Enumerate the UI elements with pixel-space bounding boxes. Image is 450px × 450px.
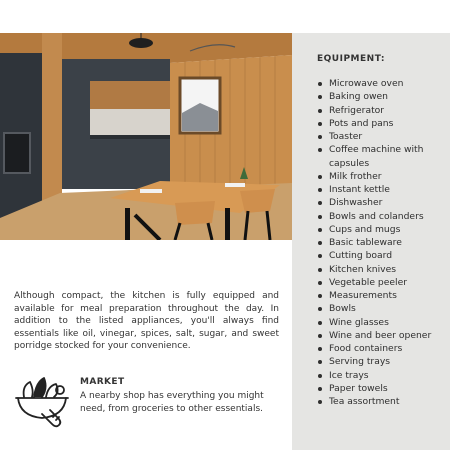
list-item: Dishwasher — [316, 196, 449, 209]
list-item: Serving trays — [316, 355, 449, 368]
list-item: Bowls — [316, 302, 449, 315]
list-item: Vegetable peeler — [316, 276, 449, 289]
grocery-bowl-icon — [12, 370, 72, 430]
list-item: Microwave oven — [316, 77, 449, 90]
list-item: Tea assortment — [316, 395, 449, 408]
list-item: Pots and pans — [316, 117, 449, 130]
list-item: Cutting board — [316, 249, 449, 262]
list-item: Baking owen — [316, 90, 449, 103]
list-item: Basic tableware — [316, 236, 449, 249]
list-item: Paper towels — [316, 382, 449, 395]
equipment-title: EQUIPMENT: — [317, 54, 385, 64]
market-title: MARKET — [80, 377, 125, 387]
list-item: Refrigerator — [316, 104, 449, 117]
list-item: Measurements — [316, 289, 449, 302]
list-item: Toaster — [316, 130, 449, 143]
list-item: Instant kettle — [316, 183, 449, 196]
equipment-list — [316, 77, 449, 408]
list-item: Bowls and colanders — [316, 210, 449, 223]
list-item: Kitchen knives — [316, 263, 449, 276]
kitchen-description: Although compact, the kitchen is fully equipped and available for meal preparation throughout the day. In addition to the listed appliances, you'll always find essentials like oil, vinegar, spices, salt, sugar, and sweet porridge stocked for your convenience. — [14, 291, 279, 351]
list-item: Wine glasses — [316, 316, 449, 329]
list-item: Ice trays — [316, 369, 449, 382]
kitchen-photo — [0, 33, 292, 240]
market-text: A nearby shop has everything you might need, from groceries to other essentials. — [80, 391, 264, 414]
list-item: Cups and mugs — [316, 223, 449, 236]
list-item: Coffee machine with capsules — [316, 143, 449, 170]
list-item: Food containers — [316, 342, 449, 355]
list-item: Wine and beer opener — [316, 329, 449, 342]
list-item: Milk frother — [316, 170, 449, 183]
